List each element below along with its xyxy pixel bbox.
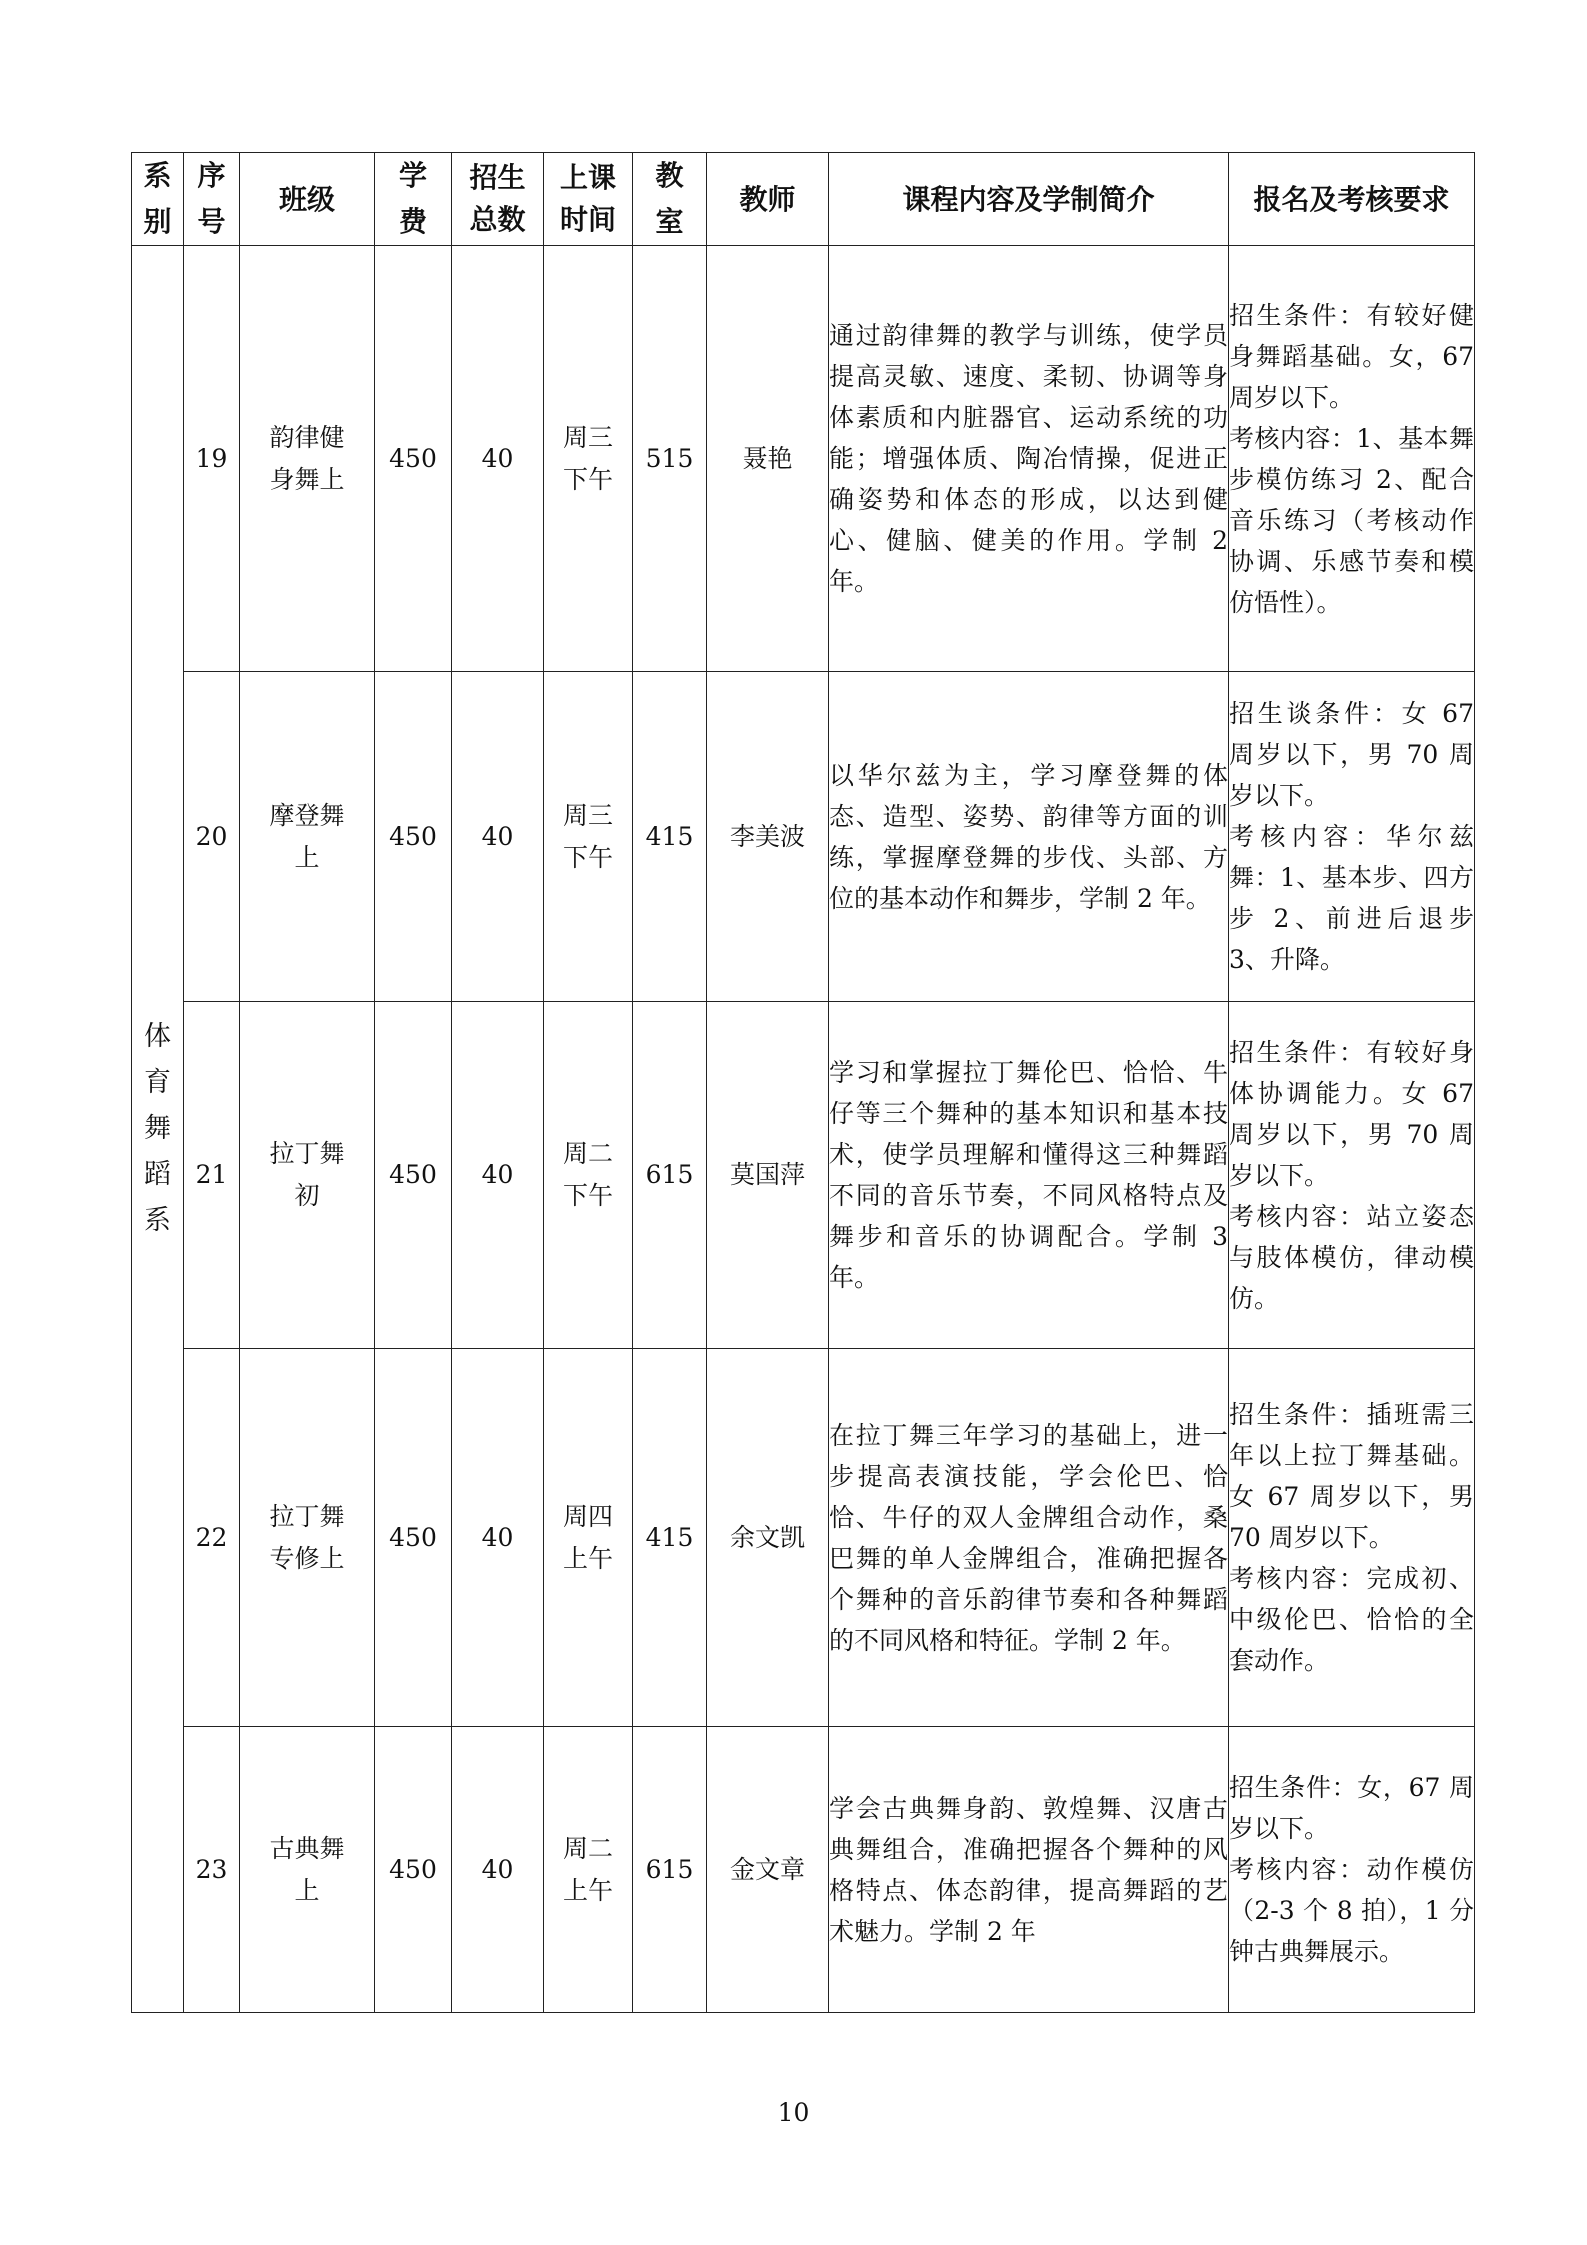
row-requirements: 招生谈条件：女 67 周岁以下，男 70 周岁以下。 考核内容：华尔兹舞：1、基本步、四方步 2、前进后退步 3、升降。 xyxy=(1229,672,1475,1002)
header-teacher: 教师 xyxy=(707,153,829,246)
row-enrollment: 40 xyxy=(452,1349,544,1727)
row-content: 学会古典舞身韵、敦煌舞、汉唐古典舞组合，准确把握各个舞种的风格特点、体态韵律，提高舞蹈的艺术魅力。学制 2 年 xyxy=(829,1727,1229,2013)
row-enrollment: 40 xyxy=(452,1002,544,1349)
row-time: 周三下午 xyxy=(544,246,633,672)
row-classroom: 515 xyxy=(633,246,707,672)
row-content: 学习和掌握拉丁舞伦巴、恰恰、牛仔等三个舞种的基本知识和基本技术，使学员理解和懂得这三种舞蹈不同的音乐节奏，不同风格特点及舞步和音乐的协调配合。学制 3 年。 xyxy=(829,1002,1229,1349)
row-teacher: 聂艳 xyxy=(707,246,829,672)
row-fee: 450 xyxy=(375,246,452,672)
row-requirements: 招生条件：有较好健身舞蹈基础。女，67 周岁以下。 考核内容：1、基本舞步模仿练习 2、配合音乐练习（考核动作协调、乐感节奏和模仿悟性）。 xyxy=(1229,246,1475,672)
header-number: 序号 xyxy=(184,153,240,246)
row-number: 20 xyxy=(184,672,240,1002)
row-fee: 450 xyxy=(375,672,452,1002)
row-enrollment: 40 xyxy=(452,246,544,672)
row-requirements: 招生条件：有较好身体协调能力。女 67 周岁以下，男 70 周岁以下。 考核内容：站立姿态与肢体模仿，律动模仿。 xyxy=(1229,1002,1475,1349)
header-row xyxy=(132,153,1475,246)
row-teacher: 余文凯 xyxy=(707,1349,829,1727)
header-classroom: 教室 xyxy=(633,153,707,246)
row-content: 通过韵律舞的教学与训练，使学员提高灵敏、速度、柔韧、协调等身体素质和内脏器官、运动系统的功能；增强体质、陶冶情操，促进正确姿势和体态的形成，以达到健心、健脑、健美的作用。学制 2 年。 xyxy=(829,246,1229,672)
table-row xyxy=(132,1727,1475,2013)
row-time: 周二下午 xyxy=(544,1002,633,1349)
row-content: 在拉丁舞三年学习的基础上，进一步提高表演技能，学会伦巴、恰恰、牛仔的双人金牌组合动作，桑巴舞的单人金牌组合，准确把握各个舞种的音乐韵律节奏和各种舞蹈的不同风格和特征。学制 2 年。 xyxy=(829,1349,1229,1727)
row-fee: 450 xyxy=(375,1349,452,1727)
row-class: 拉丁舞初 xyxy=(240,1002,375,1349)
row-requirements: 招生条件：插班需三年以上拉丁舞基础。女 67 周岁以下，男 70 周岁以下。 考核内容：完成初、中级伦巴、恰恰的全套动作。 xyxy=(1229,1349,1475,1727)
course-table xyxy=(131,152,1475,2013)
table-row xyxy=(132,672,1475,1002)
header-class: 班级 xyxy=(240,153,375,246)
row-enrollment: 40 xyxy=(452,1727,544,2013)
row-classroom: 415 xyxy=(633,1349,707,1727)
header-time: 上课时间 xyxy=(544,153,633,246)
row-requirements: 招生条件：女，67 周岁以下。 考核内容：动作模仿（2-3 个 8 拍），1 分钟古典舞展示。 xyxy=(1229,1727,1475,2013)
header-department: 系别 xyxy=(132,153,184,246)
row-fee: 450 xyxy=(375,1002,452,1349)
header-fee: 学费 xyxy=(375,153,452,246)
row-class: 拉丁舞专修上 xyxy=(240,1349,375,1727)
row-classroom: 615 xyxy=(633,1727,707,2013)
header-requirements: 报名及考核要求 xyxy=(1229,153,1475,246)
row-class: 古典舞上 xyxy=(240,1727,375,2013)
row-teacher: 李美波 xyxy=(707,672,829,1002)
table-row xyxy=(132,1002,1475,1349)
department-cell: 体育舞蹈系 xyxy=(132,246,184,2013)
row-fee: 450 xyxy=(375,1727,452,2013)
row-class: 摩登舞上 xyxy=(240,672,375,1002)
row-enrollment: 40 xyxy=(452,672,544,1002)
row-time: 周二上午 xyxy=(544,1727,633,2013)
row-time: 周三下午 xyxy=(544,672,633,1002)
row-teacher: 金文章 xyxy=(707,1727,829,2013)
row-classroom: 415 xyxy=(633,672,707,1002)
header-enrollment: 招生总数 xyxy=(452,153,544,246)
row-time: 周四上午 xyxy=(544,1349,633,1727)
row-number: 19 xyxy=(184,246,240,672)
row-number: 21 xyxy=(184,1002,240,1349)
table-row xyxy=(132,246,1475,672)
row-teacher: 莫国萍 xyxy=(707,1002,829,1349)
row-class: 韵律健身舞上 xyxy=(240,246,375,672)
header-content: 课程内容及学制简介 xyxy=(829,153,1229,246)
row-classroom: 615 xyxy=(633,1002,707,1349)
row-number: 23 xyxy=(184,1727,240,2013)
row-content: 以华尔兹为主，学习摩登舞的体态、造型、姿势、韵律等方面的训练，掌握摩登舞的步伐、头部、方位的基本动作和舞步，学制 2 年。 xyxy=(829,672,1229,1002)
table-row xyxy=(132,1349,1475,1727)
row-number: 22 xyxy=(184,1349,240,1727)
page-number: 10 xyxy=(777,2098,810,2127)
